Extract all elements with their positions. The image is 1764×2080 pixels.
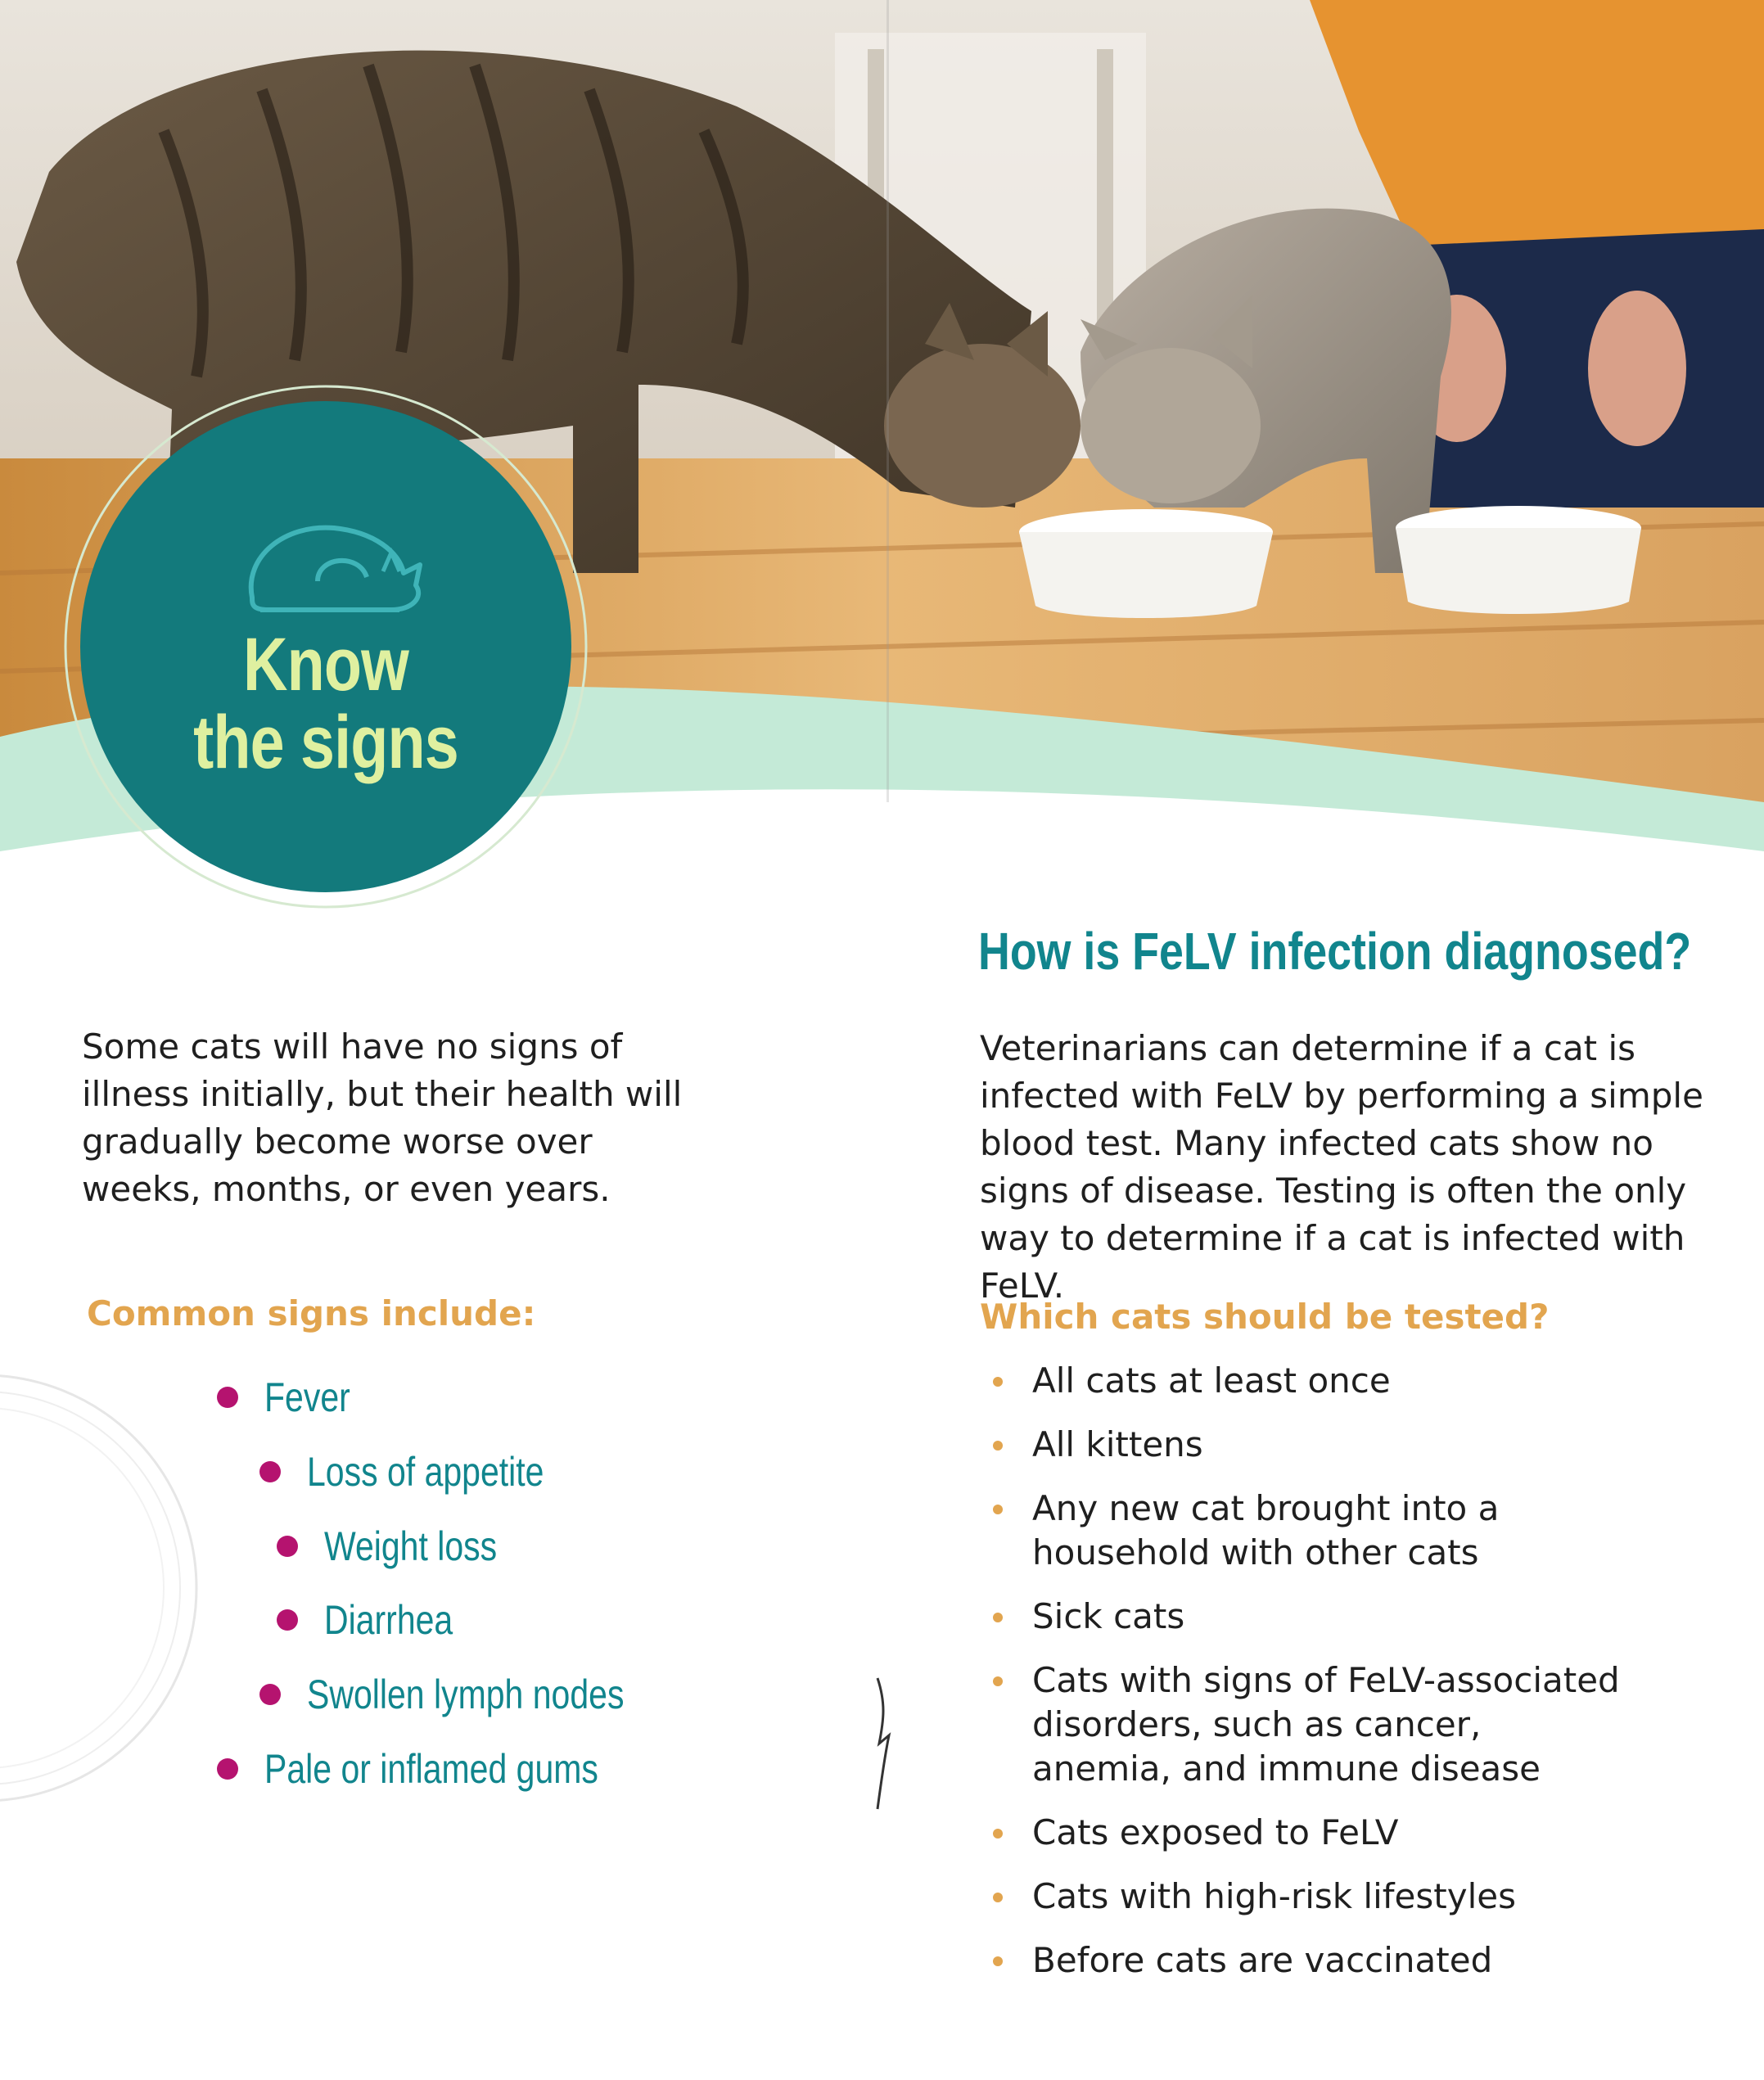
sign-label: Swollen lymph nodes [307, 1672, 625, 1717]
sign-label: Weight loss [324, 1523, 498, 1569]
bullet-dot [993, 1893, 1003, 1902]
bullet-dot [277, 1609, 298, 1631]
sign-item [259, 1671, 694, 1718]
test-item-label: Any new cat brought into a household with other cats [1032, 1488, 1500, 1572]
bullet-dot [993, 1613, 1003, 1622]
decorative-circles [0, 1277, 246, 1899]
intro-paragraph: Some cats will have no signs of illness initially, but their health will gradually become worse over weeks, months, or even years. [82, 1026, 683, 1209]
test-list-item [993, 1423, 1746, 1467]
bullet-dot [993, 1829, 1003, 1839]
test-list-item [993, 1595, 1746, 1639]
bullet-dot [277, 1536, 298, 1557]
sign-label: Pale or inflamed gums [264, 1746, 598, 1792]
test-list-item [993, 1875, 1746, 1919]
bullet-dot [217, 1387, 238, 1408]
test-item-label: All cats at least once [1032, 1360, 1391, 1401]
test-item-label: Sick cats [1032, 1596, 1185, 1636]
diagnosis-paragraph: Veterinarians can determine if a cat is infected with FeLV by performing a simple blood test. Many infected cats show no signs of disease. Testing is often the only way to determine if a cat is infected with FeLV. [980, 1028, 1703, 1306]
test-item-label: Cats with high-risk lifestyles [1032, 1876, 1516, 1916]
test-list-item [993, 1359, 1746, 1403]
bullet-dot [259, 1461, 281, 1482]
test-item-label: All kittens [1032, 1424, 1203, 1464]
badge-title-line1: Know [242, 623, 409, 706]
test-item-label: Cats exposed to FeLV [1032, 1812, 1399, 1852]
sign-item [277, 1596, 481, 1644]
test-list-item [993, 1938, 1746, 1983]
sign-label: Diarrhea [324, 1597, 453, 1643]
sign-label: Fever [264, 1374, 350, 1420]
bullet-dot [993, 1377, 1003, 1387]
bullet-dot [993, 1505, 1003, 1514]
badge-title-line2: the signs [193, 701, 458, 784]
diagnosis-heading: How is FeLV infection diagnosed? [978, 922, 1692, 981]
test-item-label: Before cats are vaccinated [1032, 1940, 1493, 1980]
test-item-label: Cats with signs of FeLV-associated disorders, such as cancer, anemia, and immune disease [1032, 1660, 1620, 1789]
know-the-signs-badge [64, 385, 588, 909]
testing-heading: Which cats should be tested? [980, 1297, 1550, 1337]
sign-item [217, 1745, 671, 1793]
common-signs-heading: Common signs include: [87, 1293, 536, 1333]
test-list-item [993, 1487, 1664, 1575]
bullet-dot [993, 1956, 1003, 1966]
bullet-dot [993, 1676, 1003, 1686]
sign-item [217, 1374, 369, 1421]
test-list-item [993, 1811, 1746, 1855]
bullet-dot [993, 1441, 1003, 1451]
cat-sleeping-icon [236, 508, 432, 622]
sign-label: Loss of appetite [307, 1449, 544, 1495]
bullet-dot [217, 1758, 238, 1780]
page-fold [887, 0, 889, 802]
bullet-dot [259, 1684, 281, 1705]
scan-mark [868, 1670, 900, 1817]
sign-item [259, 1448, 596, 1496]
test-list-item [993, 1658, 1623, 1791]
sign-item [277, 1523, 535, 1570]
